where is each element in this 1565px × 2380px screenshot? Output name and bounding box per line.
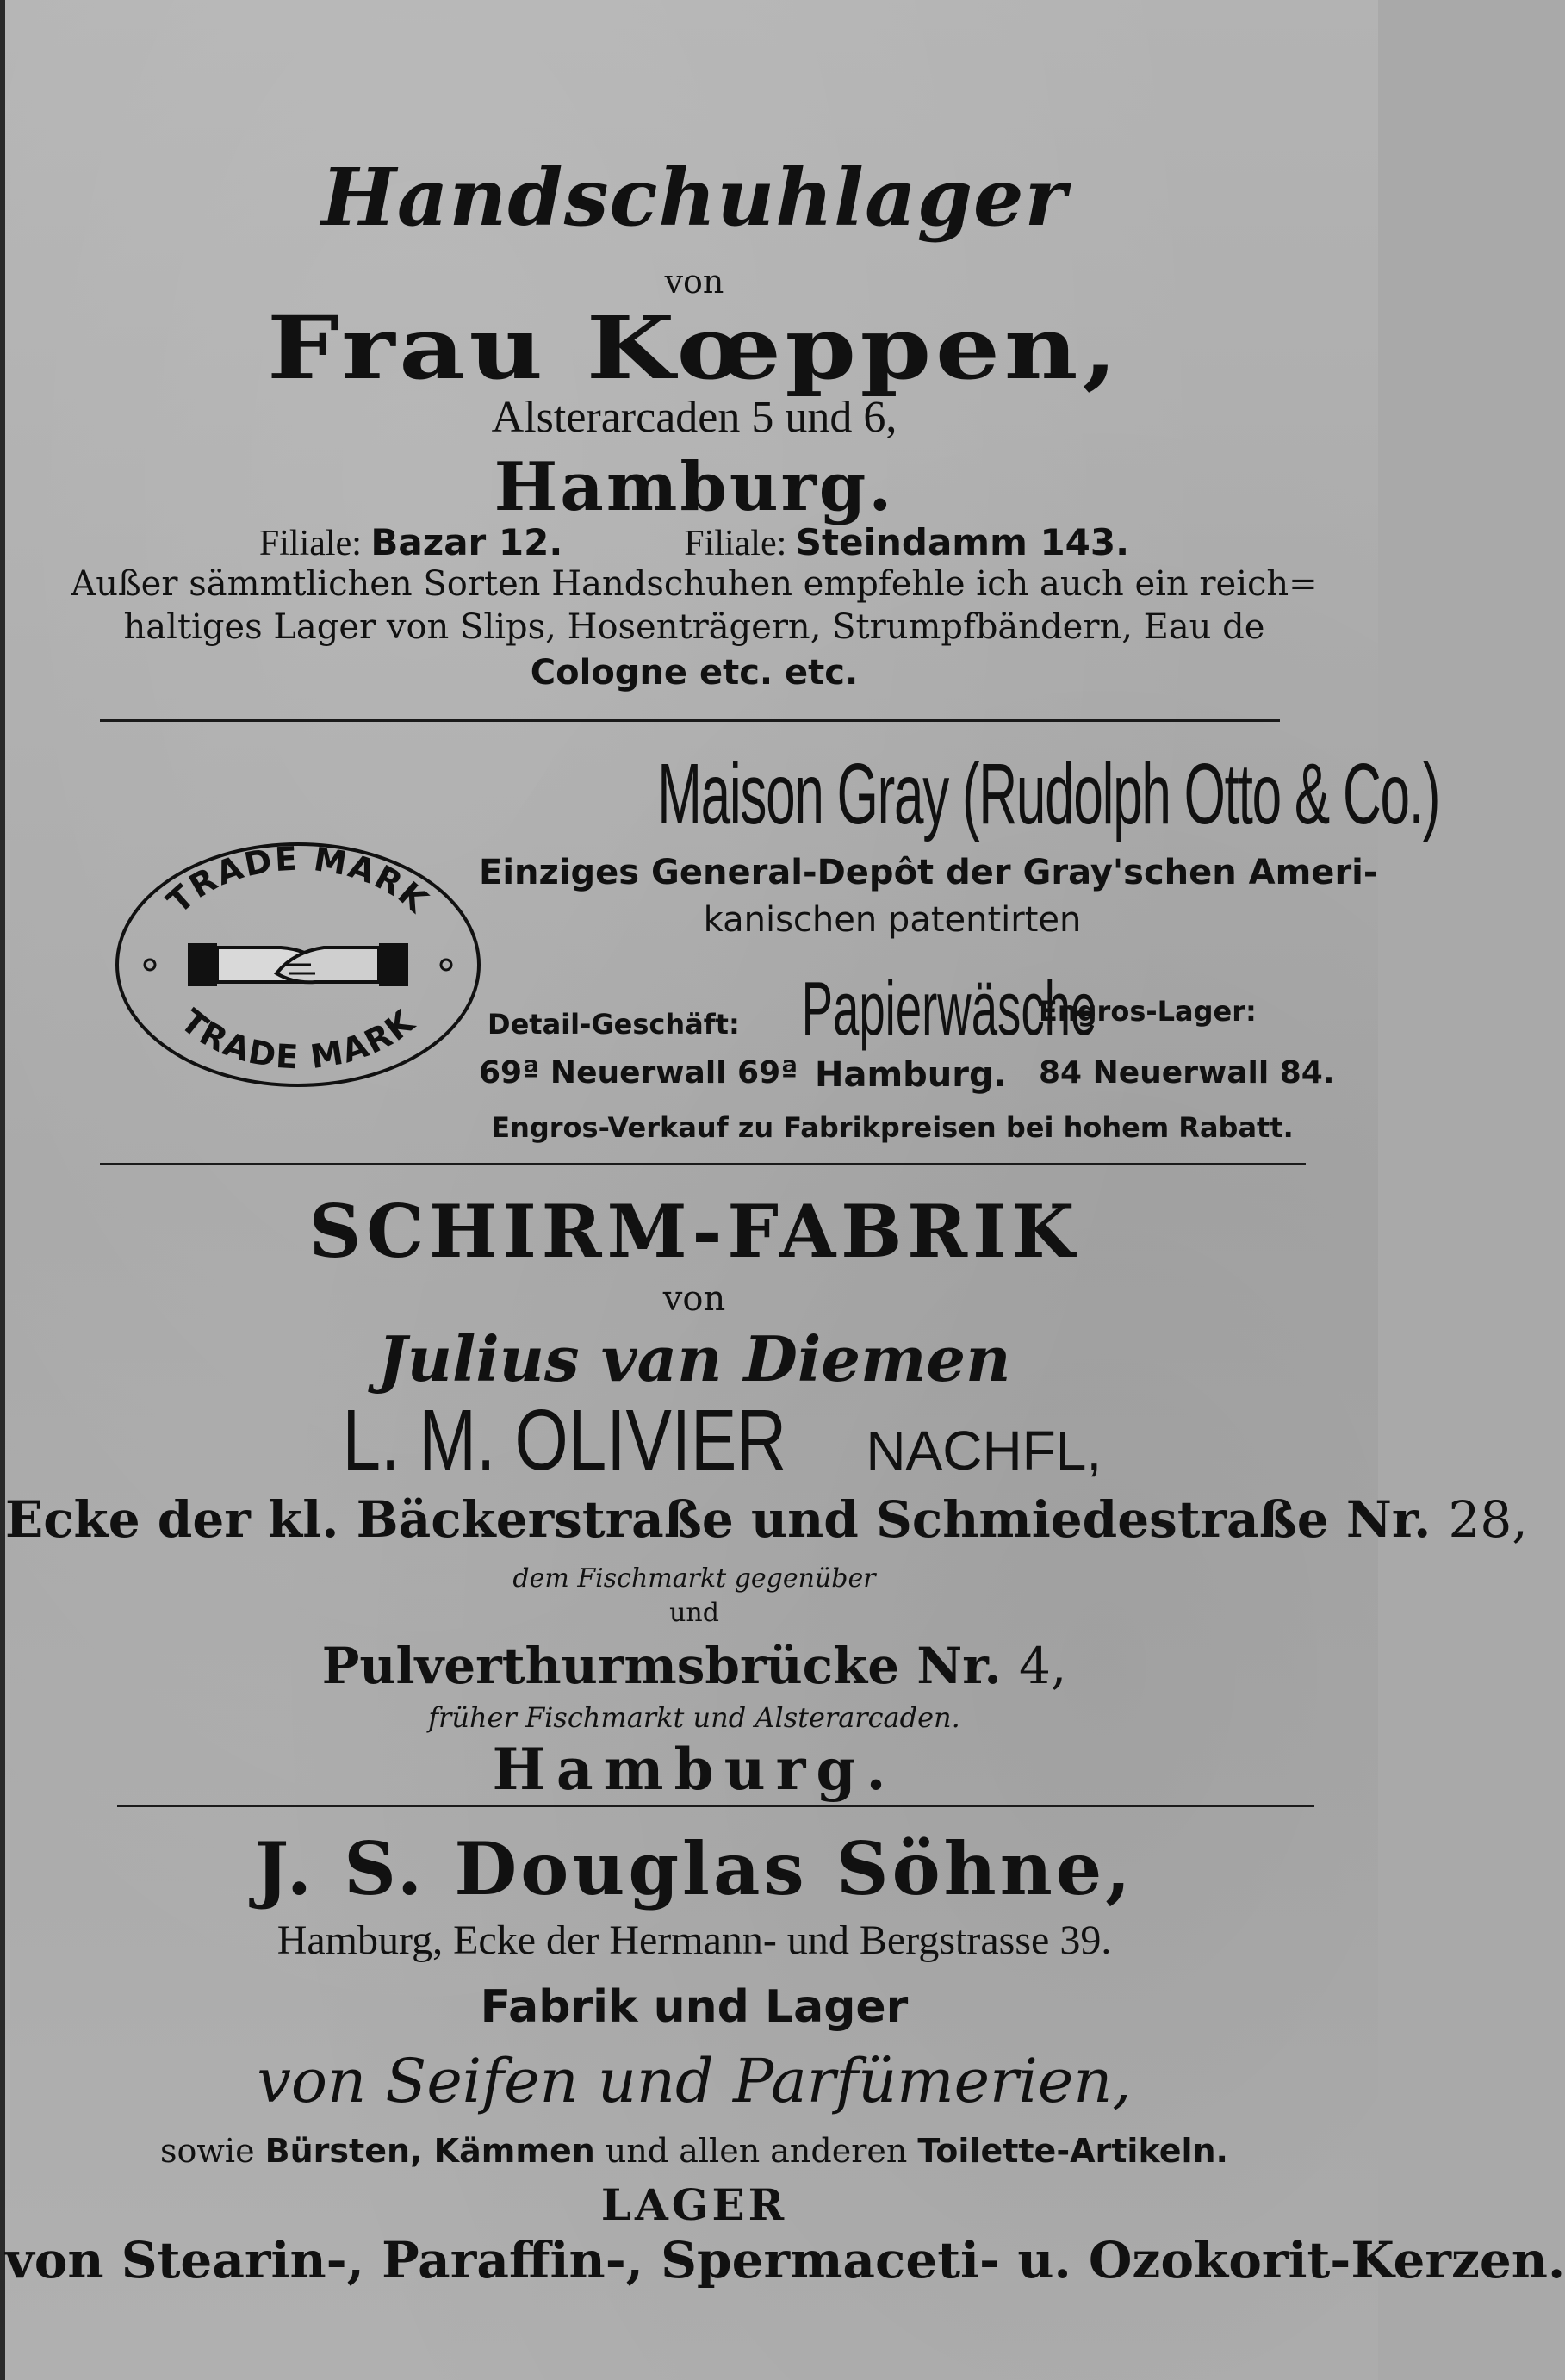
ad3-opposite: dem Fischmarkt gegenüber (512, 1563, 876, 1594)
ad2-line1: Einziges General-Depôt der Gray'schen Ameri- (479, 853, 1378, 892)
ad1-text-line3: Cologne etc. etc. (530, 653, 859, 693)
ad3-title: SCHIRM-FABRIK (308, 1189, 1080, 1274)
ad3-second-text: Pulverthurmsbrücke Nr. (321, 1637, 1002, 1695)
ad4-sowie-pre: sowie (160, 2132, 255, 2170)
ad2-line2: kanischen patentirten (703, 900, 1082, 940)
ad2-address2: 84 Neuerwall 84. (1039, 1055, 1335, 1091)
ad1-address: Alsterarcaden 5 und 6, (491, 393, 897, 442)
filiale2-value: Steindamm 143. (795, 521, 1130, 563)
filiale1-label: Filiale: (258, 524, 362, 563)
ad4-name: J. S. Douglas Söhne, (254, 1826, 1134, 1911)
ad3-firm-name: L. M. OLIVIER (342, 1392, 787, 1488)
ad3-second-no: 4, (1018, 1637, 1067, 1695)
ad1-von: von (664, 263, 724, 301)
ad1-title: Handschuhlager (320, 151, 1068, 244)
filiale2-label: Filiale: (684, 524, 787, 563)
ad2-city: Hamburg. (815, 1055, 1007, 1095)
ad3-und: und (669, 1598, 719, 1628)
ad3-von: von (662, 1279, 726, 1319)
ad1-filialen (5, 521, 1383, 564)
logo-top-text: TRADE MARK (159, 839, 437, 921)
ad2-engros-label: Engros-Lager: (1039, 995, 1257, 1028)
ad2-address1: 69ª Neuerwall 69ª (479, 1055, 798, 1091)
ad4-lager: LAGER (600, 2179, 788, 2230)
handshake-icon (188, 943, 408, 986)
ad3-city: Hamburg. (492, 1736, 897, 1803)
ad4-sowie-b1: Bürsten, Kämmen (264, 2132, 595, 2170)
ad2-detail-label: Detail-Geschäft: (488, 1008, 740, 1041)
ad1-text-line1: Außer sämmtlichen Sorten Handschuhen empfehle ich auch ein reich= (71, 564, 1318, 604)
ad4-sowie-mid: und allen anderen (605, 2132, 908, 2170)
ad4-stearin: von Stearin-, Paraffin-, Spermaceti- u. Ozokorit-Kerzen. (5, 2231, 1565, 2290)
ad3-second-location (5, 1637, 1383, 1695)
divider-2 (100, 1163, 1306, 1165)
trade-mark-logo (109, 836, 488, 1094)
ad1-text-line2: haltiges Lager von Slips, Hosenträgern, Strumpfbändern, Eau de (123, 607, 1265, 647)
ad3-street-no: 28, (1448, 1490, 1528, 1549)
svg-text:TRADE MARK (159, 840, 436, 921)
ad3-firm (5, 1391, 1383, 1490)
ad4-sowie-b2: Toilette-Artikeln. (917, 2132, 1228, 2170)
filiale1-value: Bazar 12. (370, 521, 563, 563)
divider-3 (117, 1805, 1314, 1807)
ad1-name: Frau Kœppen, (266, 297, 1122, 399)
ad4-fabrik: Fabrik und Lager (480, 1981, 909, 2033)
ad3-street-text: Ecke der kl. Bäckerstraße und Schmiedestraße Nr. (5, 1490, 1431, 1549)
ad3-former: früher Fischmarkt und Alsterarcaden. (428, 1701, 960, 1734)
ad4-products: von Seifen und Parfümerien, (257, 2046, 1132, 2116)
svg-text:TRADE MARK (174, 1002, 423, 1076)
ad3-owner: Julius van Diemen (377, 1322, 1011, 1395)
ad4-address: Hamburg, Ecke der Hermann- und Bergstrasse 39. (276, 1917, 1112, 1963)
ad2-product: Papierwäsche (801, 966, 1097, 1051)
divider-1 (100, 719, 1280, 722)
ad3-firm-suffix: NACHFL, (866, 1420, 1102, 1482)
logo-bottom-text: TRADE MARK (173, 1001, 423, 1077)
ad3-street (5, 1490, 1528, 1549)
ad2-name: Maison Gray (Rudolph Otto & Co.) (657, 746, 1440, 842)
ad1-city: Hamburg. (494, 448, 895, 526)
ad2-verkauf: Engros-Verkauf zu Fabrikpreisen bei hohem Rabatt. (491, 1111, 1294, 1144)
ad4-sowie (5, 2132, 1383, 2170)
